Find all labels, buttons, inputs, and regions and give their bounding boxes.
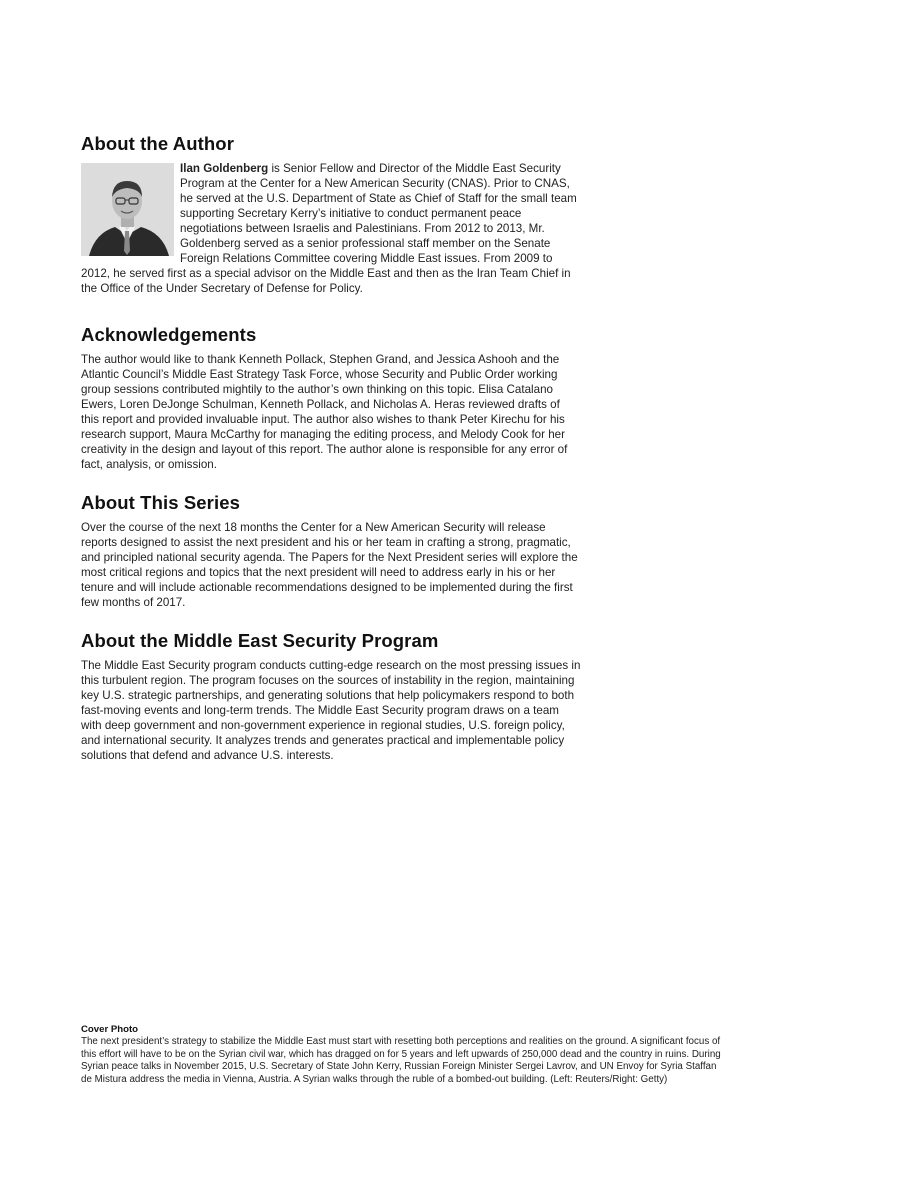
author-name: Ilan Goldenberg: [180, 162, 269, 175]
cover-photo-heading: Cover Photo: [81, 1024, 139, 1035]
portrait-illustration: [81, 163, 174, 256]
about-program-text: The Middle East Security program conducts cutting-edge research on the most pressing issues in this turbulent region. The program focuses on the sources of instability in the region, maintaining key U.S. strategic partnerships, and generating solutions that help policymakers respond to both fast-moving events and long-term trends. The Middle East Security program draws on a team with deep government and non-government experience in regional studies, U.S. foreign policy, and international security. It analyzes trends and generates practical and implementable policy solutions that defend and advance U.S. interests.: [81, 659, 581, 762]
cover-photo-text: The next president’s strategy to stabilize the Middle East must start with resetting both perceptions and realities on the ground. A significant focus of this effort will have to be on the Syrian civil war, which has dragged on for 5 years and left upwards of 250,000 dead and the country in ruins. During Syrian peace talks in November 2015, U.S. Secretary of State John Kerry, Russian Foreign Minister Sergei Lavrov, and UN Envoy for Syria Staffan de Mistura address the media in Vienna, Austria. A Syrian walks through the ruble of a bombed-out building. (Left: Reuters/Right: Getty): [81, 1036, 721, 1085]
about-series-section: [81, 492, 581, 610]
main-column: [81, 133, 581, 783]
author-bio-text: is Senior Fellow and Director of the Middle East Security Program at the Center for a New American Security (CNAS). Prior to CNAS, he served at the U.S. Department of State as Chief of Staff for the small team supporting Secretary Kerry’s initiative to conduct permanent peace negotiations between Israelis and Palestinians. From 2012 to 2013, Mr. Goldenberg served as a senior professional staff member on the Senate Foreign Relations Committee covering Middle East issues. From 2009 to 2012, he served first as a special advisor on the Middle East and then as the Iran Team Chief in the Office of the Under Secretary of Defense for Policy.: [81, 162, 577, 295]
acknowledgements-section: [81, 324, 581, 472]
about-program-section: [81, 630, 581, 763]
cover-photo-caption: [81, 1024, 721, 1086]
acknowledgements-heading: Acknowledgements: [81, 324, 257, 345]
acknowledgements-text: The author would like to thank Kenneth Pollack, Stephen Grand, and Jessica Ashooh and the Atlantic Council’s Middle East Strategy Task Force, whose Security and Public Order working group sessions contributed mightily to the author’s own thinking on this topic. Elisa Catalano Ewers, Loren DeJonge Schulman, Kenneth Pollack, and Nicholas A. Heras reviewed drafts of this report and provided invaluable input. The author also wishes to thank Peter Kirechu for his research support, Maura McCarthy for managing the editing process, and Melody Cook for her creativity in the design and layout of this report. The author alone is responsible for any error of fact, analysis, or omission.: [81, 353, 568, 471]
about-program-heading: About the Middle East Security Program: [81, 630, 439, 651]
about-author-heading: About the Author: [81, 133, 234, 154]
about-series-heading: About This Series: [81, 492, 240, 513]
author-portrait-photo: [81, 163, 174, 256]
about-author-section: [81, 133, 581, 296]
about-series-text: Over the course of the next 18 months the Center for a New American Security will release reports designed to assist the next president and his or her team in crafting a strong, pragmatic, and principled national security agenda. The Papers for the Next President series will explore the most critical regions and topics that the next president will need to address early in his or her tenure and will include actionable recommendations designed to be implemented during the first few months of 2017.: [81, 521, 578, 609]
